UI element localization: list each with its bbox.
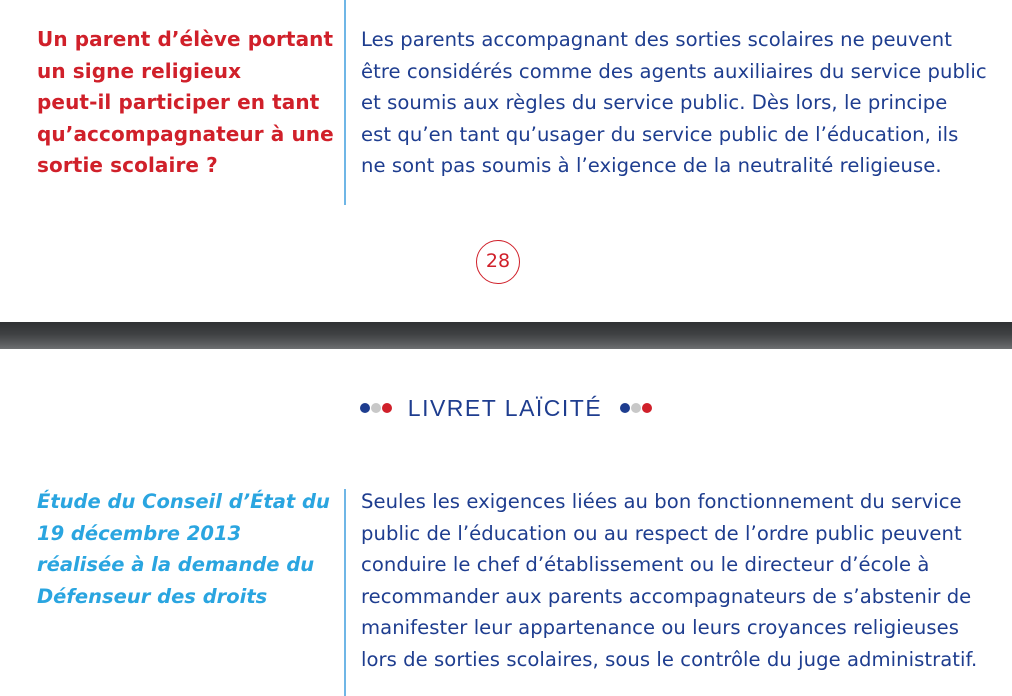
reference-line: du Défenseur des droits: [37, 553, 315, 608]
question-line: sortie scolaire ?: [37, 153, 218, 177]
dot-gray: [371, 403, 381, 413]
reference-line: du 19 décembre 2013: [37, 490, 330, 545]
page-number-badge: 28: [476, 240, 520, 284]
booklet-title: LIVRET LAÏCITÉ: [407, 394, 603, 421]
answer-line: manifester leur appartenance ou leurs croyances religieuses: [361, 616, 959, 639]
answer-line: et soumis aux règles du service public. Dès lors, le principe: [361, 91, 948, 114]
answer-line: être considérés comme des agents auxiliaires du service public: [361, 59, 987, 83]
answer-line: conduire le chef d’établissement ou le directeur d’école à: [361, 553, 930, 576]
dot-red: [382, 403, 392, 413]
tricolor-dots-left: [360, 403, 392, 413]
question-line: qu’accompagnateur à une: [37, 121, 334, 146]
question-heading: [37, 24, 334, 182]
dot-blue: [360, 403, 370, 413]
dot-blue: [620, 403, 630, 413]
column-divider-rule: [344, 0, 346, 205]
answer-line: Seules les exigences liées au bon fonctionnement du service: [361, 490, 962, 513]
page-separator-bar: [0, 322, 1012, 349]
tricolor-dots-right: [620, 403, 652, 413]
dot-red: [642, 403, 652, 413]
document-page-top: [0, 0, 1012, 322]
answer-line: lors de sorties scolaires, sous le contrôle du juge administratif.: [361, 647, 978, 671]
answer-line: est qu’en tant qu’usager du service public de l’éducation, ils: [361, 122, 959, 146]
answer-line: Les parents accompagnant des sorties scolaires ne peuvent: [361, 28, 952, 51]
answer-paragraph: [361, 24, 991, 182]
dot-gray: [631, 403, 641, 413]
reference-heading: [37, 486, 332, 612]
column-divider-rule: [344, 489, 346, 696]
document-page-bottom: [0, 349, 1012, 696]
answer-line: ne sont pas soumis à l’exigence de la neutralité religieuse.: [361, 154, 942, 177]
reference-line: réalisée à la demande: [37, 553, 280, 576]
question-line: un signe religieux: [37, 58, 242, 83]
reference-line: Étude du Conseil d’État: [37, 490, 296, 513]
answer-line: recommander aux parents accompagnateurs de s’abstenir de: [361, 584, 972, 608]
answer-line: public de l’éducation ou au respect de l’ordre public peuvent: [361, 521, 962, 545]
answer-paragraph: [361, 486, 991, 675]
booklet-header: [0, 393, 1012, 423]
question-line: peut-il participer en tant: [37, 90, 320, 114]
question-line: Un parent d’élève portant: [37, 27, 334, 51]
